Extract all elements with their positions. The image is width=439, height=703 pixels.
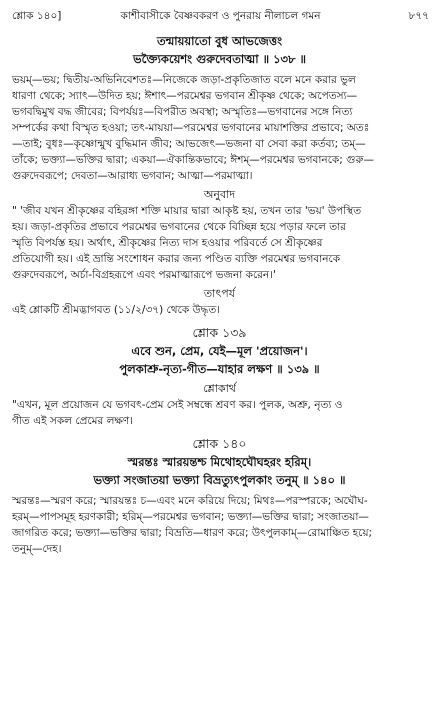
page-content <box>12 28 427 557</box>
verse-138-line-2: ভক্ত্যৈকয়েশং গুরুদেবতাত্মা ॥ ১৩৮ ॥ <box>133 52 306 66</box>
purport-heading: তাৎপর্য <box>203 287 236 300</box>
meaning-heading: শ্লোকার্থ <box>203 382 236 395</box>
synonyms-138 <box>12 72 427 184</box>
synonyms-140-line: জাগরিত করে; ভক্ত্যা—ভক্তির দ্বারা; বিভ্রতি—ধারণ করে; উৎপুলকাম্—রোমাঞ্চিত হয়ে; <box>12 527 373 539</box>
synonyms-138-line: ভয়ম্—ভয়; দ্বিতীয়-অভিনিবেশতঃ—নিজেকে জড়া-প্রকৃতিজাত বলে মনে করার ভুল <box>12 74 356 86</box>
translation-138-line: হয়। জড়া-প্রকৃতির প্রভাবে পরমেশ্বর ভগবানের থেকে বিচ্ছিন্ন হয়ে পড়ার ফলে তার <box>12 221 346 233</box>
synonyms-138-line: ধারণা থেকে; স্যাৎ—উদিত হয়; ঈশাৎ—পরমেশ্বর ভগবান শ্রীকৃষ্ণ থেকে; অপেতস্য— <box>12 90 358 102</box>
synonyms-138-line: সম্পর্কের কথা বিস্মৃত হওয়া; তৎ-মায়য়া—পরমেশ্বর ভগবানের মায়াশক্তির প্রভাবে; অতঃ <box>12 122 370 134</box>
header-chapter-title: কাশীবাসীকে বৈষ্ণবকরণ ও পুনরায় নীলাচল গমন <box>120 10 321 22</box>
verse-139-heading: শ্লোক ১৩৯ <box>192 325 247 340</box>
synonyms-138-line: গুরুদেবরূপে; দেবতা—আরাধ্য ভগবান; আত্মা—পরমাত্মা। <box>12 170 253 182</box>
verse-138-line-1: তন্মায়য়াতো বুধ আভজেত্তং <box>156 34 283 48</box>
verse-139 <box>12 342 427 378</box>
translation-138 <box>12 203 427 283</box>
synonyms-140 <box>12 493 427 557</box>
translation-138-line: প্রতিযোগী হয়। এই ভ্রান্তি সংশোধন করার জন্য পণ্ডিত ব্যক্তি পরমেশ্বর ভগবানকে <box>12 253 341 265</box>
purport-138: এই শ্লোকটি শ্রীমদ্ভাগবত (১১/২/৩৭) থেকে উদ্ধৃত। <box>12 304 221 316</box>
synonyms-138-line: —তাই; বুধঃ—কৃষ্ণোন্মুখ বুদ্ধিমান জীব; আভজেৎ—ভজনা বা সেবা করা কর্তব্য; তম্— <box>12 138 366 150</box>
synonyms-138-line: তাঁকে; ভক্ত্যা—ভক্তির দ্বারা; একয়া—ঐকান্তিকভাবে; ঈশম্—পরমেশ্বর ভগবানকে; গুরু— <box>12 154 375 166</box>
translation-138-line: গুরুদেবরূপে, অর্চা-বিগ্রহরূপে এবং পরমাত্মারূপে ভজনা করেন।' <box>12 269 276 281</box>
meaning-139-line: গীত এই সকল প্রেমের লক্ষণ। <box>12 415 134 427</box>
translation-heading: অনুবাদ <box>203 188 236 201</box>
translation-138-line: স্মৃতি বিপর্যস্ত হয়। অর্থাৎ, শ্রীকৃষ্ণের নিত্য দাস হওয়ার পরিবর্তে সে শ্রীকৃষ্ণের <box>12 237 323 249</box>
header-page-number: ৮৭৭ <box>408 10 429 22</box>
page-header <box>12 8 429 24</box>
verse-140 <box>12 453 427 489</box>
synonyms-140-line: হরম্—পাপসমূহ হরণকারী; হরিম্—পরমেশ্বর ভগবান; ভক্ত্যা—ভক্তির দ্বারা; সংজাতয়া— <box>12 511 369 523</box>
verse-139-line-2: পুলকাশ্রু-নৃত্য-গীত—যাহার লক্ষণ ॥ ১৩৯ ॥ <box>119 362 320 376</box>
verse-140-line-2: ভক্ত্যা সংজাতয়া ভক্ত্যা বিভ্রত্যুৎপুলকাং তনুম্ ॥ ১৪০ ॥ <box>93 473 346 487</box>
verse-139-line-1: এবে শুন, প্রেম, যেই—মূল 'প্রয়োজন'। <box>131 344 308 358</box>
verse-140-heading: শ্লোক ১৪০ <box>192 436 247 451</box>
synonyms-140-line: তনুম্—দেহ। <box>12 543 62 555</box>
verse-140-line-1: স্মরন্তঃ স্মারয়ন্তশ্চ মিথোহঘৌঘহরং হরিম্। <box>127 455 312 469</box>
meaning-139-line: "এখন, মূল প্রয়োজন যে ভগবৎ-প্রেম সেই সম্বন্ধে শ্রবণ কর। পুলক, অশ্রু, নৃত্য ও <box>12 399 343 411</box>
verse-138 <box>12 32 427 68</box>
header-verse-ref: শ্লোক ১৪০] <box>12 10 62 22</box>
synonyms-138-line: ভগবদ্বিমুখ বদ্ধ জীবের; বিপর্যয়ঃ—বিপরীত অবস্থা; অস্মৃতিঃ—ভগবানের সঙ্গে নিত্য <box>12 106 353 118</box>
synonyms-140-line: স্মরন্তঃ—স্মরণ করে; স্মারয়ন্তঃ চ—এবং মনে করিয়ে দিয়ে; মিথঃ—পরস্পরকে; অঘৌঘ- <box>12 495 368 507</box>
meaning-139 <box>12 397 427 429</box>
translation-138-line: " 'জীব যখন শ্রীকৃষ্ণের বহিরঙ্গা শক্তি মায়ার দ্বারা আকৃষ্ট হয়, তখন তার 'ভয়' উপস্থিত <box>12 205 362 217</box>
